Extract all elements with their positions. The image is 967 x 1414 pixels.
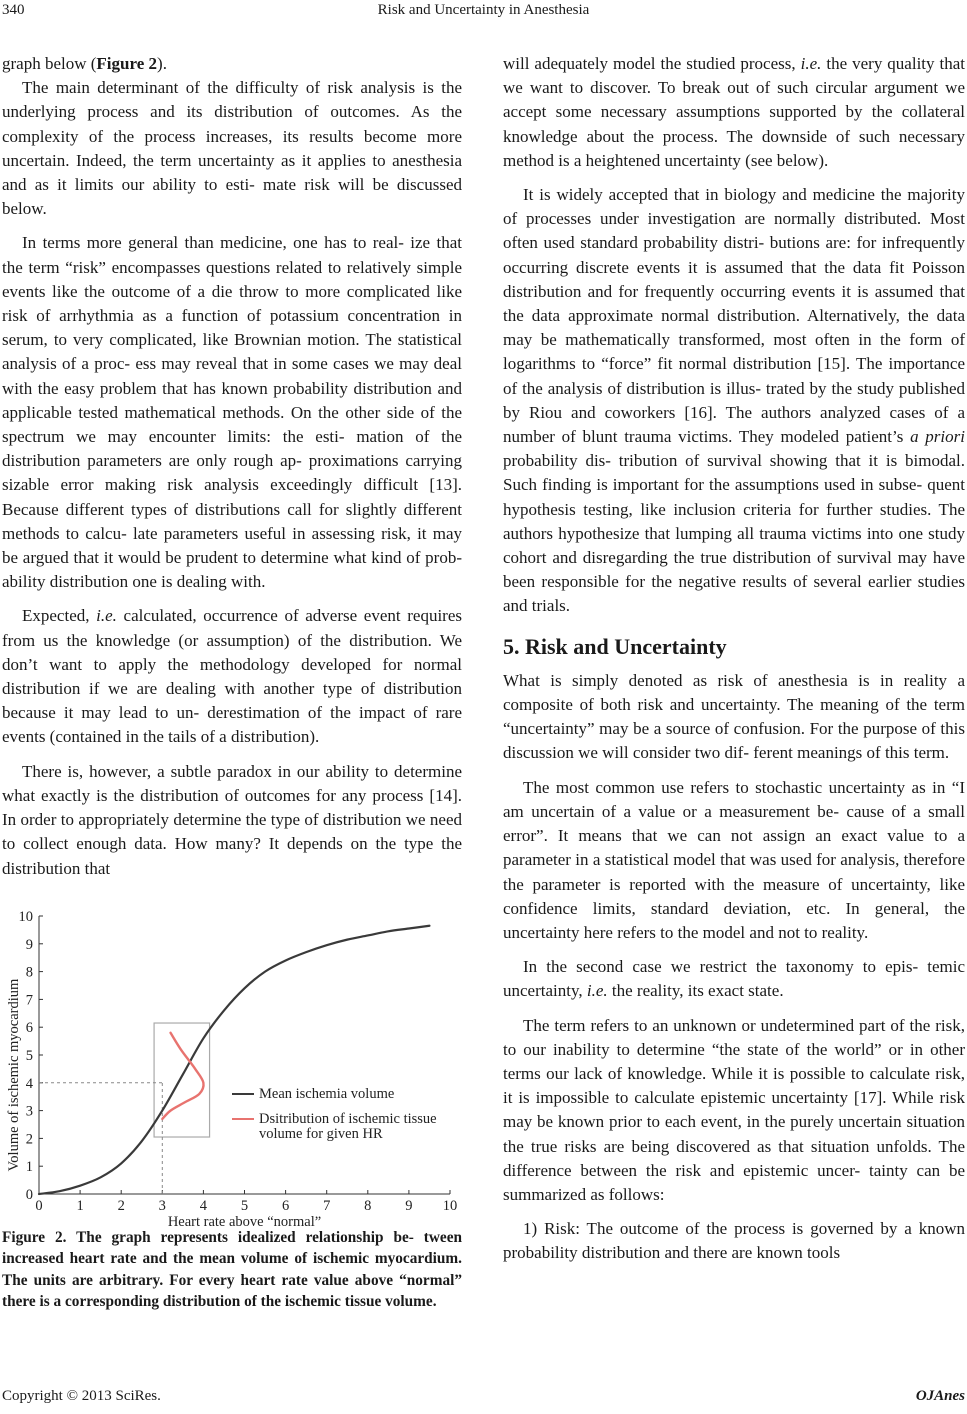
y-tick-label: 10: [18, 908, 33, 925]
x-tick-label: 5: [240, 1197, 249, 1214]
section-heading: 5. Risk and Uncertainty: [503, 633, 727, 659]
paragraph: Expected, i.e. calculated, occurrence of adverse event requires from us the knowledge (or assumption) of the distribution. We don’t want to apply the methodology developed for normal distribution if we are dealing with another type of distribution because it may lead to un- derestimation of the impact of rare events (contained in the tails of a distribution).: [2, 606, 462, 747]
y-tick-label: 0: [25, 1186, 33, 1203]
paragraph: It is widely accepted that in biology and medicine the majority of processes under investigation are normally distributed. Most often used standard probability distri- butions are: for infrequently occurring discrete events it is assumed that the data fit Poisson distribution and for frequently occurring events it is assumed that the data approximate normal distribution. Alternatively, the data may be mathematically transformed, most often in the form of logarithms to “force” fit normal distribution [15]. The importance of the analysis of distribution is illus- trated by the study published by Riou and coworkers [16]. The authors analyzed cases of a number of blunt trauma victims. They modeled patient’s a priori probability dis- tribution of survival showing that it is bimodal. Such finding is important for the assumptions used in subse- quent hypothesis testing, like inclusion criteria for further studies. The authors hypothesize that lumping all trauma victims into one study cohort and disregarding the true distribution of survival may have been responsible for the negative results of several earlier studies and trials.: [503, 185, 965, 616]
paragraph: will adequately model the studied process, i.e. the very quality that we want to discover. To break out of such circular argument we accept some necessary assumptions supported by the collateral knowledge about the process. The downside of such necessary method is a heightened uncertainty (see below).: [503, 54, 965, 170]
x-tick-label: 8: [364, 1197, 372, 1214]
x-tick-label: 0: [35, 1197, 43, 1214]
running-title: Risk and Uncertainty in Anesthesia: [377, 2, 590, 18]
y-tick-label: 5: [25, 1047, 33, 1064]
y-tick-label: 7: [25, 992, 33, 1009]
paragraph: In terms more general than medicine, one has to real- ize that the term “risk” encompasses questions related to relatively simple events like the outcome of a die throw to more complicated like risk of arrhythmia as a function of potassium concentration in serum, to very complicated, like Brownian motion. The statistical analysis of a proc- ess may reveal that in some cases we may deal with the easy problem that has known probability distribution and applicable tested mathematical methods. On the other side of the spectrum we may encounter limits: the esti- mation of the distribution parameters are only rough ap- proximations carrying sizable error making risk analysis exceedingly difficult [13]. Because different types of distributions call for slightly different methods to calcu- late parameters useful in assessing risk, it may be argued that it would be prudent to determine what kind of prob- ability distribution one is dealing with.: [2, 233, 462, 592]
right-column: [503, 52, 965, 1266]
paragraph: The most common use refers to stochastic uncertainty as in “I am uncertain of a value or a measurement be- cause of a small error”. It means that we can not assign an exact value to a parameter in a statistical model that was used for analysis, therefore the parameter is reported with the measure of uncertainty, like confidence limits, standard deviation, etc. In general, the uncertainty here refers to the model and not to reality.: [503, 777, 965, 942]
figure-reference: Figure 2: [96, 54, 158, 73]
y-tick-label: 3: [25, 1103, 33, 1120]
y-tick-label: 8: [25, 964, 33, 981]
paragraph: graph below (Figure 2).: [2, 54, 167, 73]
figure-caption: Figure 2. The graph represents idealized relationship be- tween increased heart rate and the mean volume of ischemic myocardium. The units are arbitrary. For every heart rate value above “normal” there is a corresponding distribution of the ischemic tissue volume.: [2, 1228, 462, 1310]
y-tick-label: 1: [25, 1158, 33, 1175]
x-axis-label: Heart rate above “normal”: [167, 1213, 322, 1230]
legend-entry: Mean ischemia volume: [259, 1085, 395, 1102]
paragraph: There is, however, a subtle paradox in our ability to determine what exactly is the distribution of outcomes for any process [14]. In order to appropriately determine the type of distribution we need to collect enough data. How many? It depends on the type the distribution that: [2, 761, 462, 878]
x-tick-label: 1: [76, 1197, 84, 1214]
copyright-notice: Copyright © 2013 SciRes.: [2, 1388, 161, 1404]
page-number: 340: [2, 2, 25, 18]
series-mean-ischemia-line: [39, 925, 429, 1193]
paragraph: What is simply denoted as risk of anesthesia is in reality a composite of both risk and uncertainty. The meaning of the term “uncertainty” may be a source of confusion. For the purpose of this discussion we will consider two dif- ferent meanings of this term.: [503, 670, 965, 763]
x-tick-label: 2: [117, 1197, 125, 1214]
x-tick-label: 7: [323, 1197, 331, 1214]
legend-entry-line: Dsitribution of ischemic tissue: [259, 1110, 437, 1127]
paragraph: The main determinant of the difficulty of risk analysis is the underlying process and its distribution of outcomes. As the complexity of the process increases, its results become more uncertain. Indeed, the term uncertainty as it applies to anesthesia and as it limits our ability to esti- mate risk will be discussed below.: [2, 78, 462, 219]
x-tick-label: 10: [442, 1197, 458, 1214]
y-tick-label: 6: [25, 1019, 33, 1036]
paragraph: The term refers to an unknown or undetermined part of the risk, to our inability to determine “the state of the world” or in other terms our lack of knowledge. While it is possible to calculate risk, it is impossible to calculate epistemic uncertainty [17]. While risk may be known prior to each event, in the purely uncertain situation the true risks are being discovered as that situation unfolds. The difference between the risk and epistemic uncer- tainty can be summarized as follows:: [503, 1015, 965, 1204]
figure-2-chart: [2, 891, 462, 1230]
page-header: [0, 0, 967, 28]
x-tick-label: 9: [405, 1197, 413, 1214]
y-tick-label: 9: [25, 936, 33, 953]
y-tick-label: 4: [25, 1075, 33, 1092]
figure-2: [2, 891, 462, 1230]
journal-name: OJAnes: [915, 1388, 965, 1404]
x-tick-label: 4: [199, 1197, 208, 1214]
x-tick-label: 6: [281, 1197, 290, 1214]
paragraph: 1) Risk: The outcome of the process is governed by a known probability distribution and there are known tools: [503, 1219, 965, 1263]
legend-entry: [259, 1111, 437, 1142]
y-axis-label: Volume of ischemic myocardium: [6, 978, 22, 1172]
left-column: [2, 52, 462, 1312]
y-tick-label: 2: [25, 1131, 33, 1148]
x-tick-label: 3: [158, 1197, 166, 1214]
legend-entry-line: volume for given HR: [259, 1125, 383, 1142]
paragraph: In the second case we restrict the taxonomy to epis- temic uncertainty, i.e. the reality, its exact state.: [503, 957, 965, 1001]
